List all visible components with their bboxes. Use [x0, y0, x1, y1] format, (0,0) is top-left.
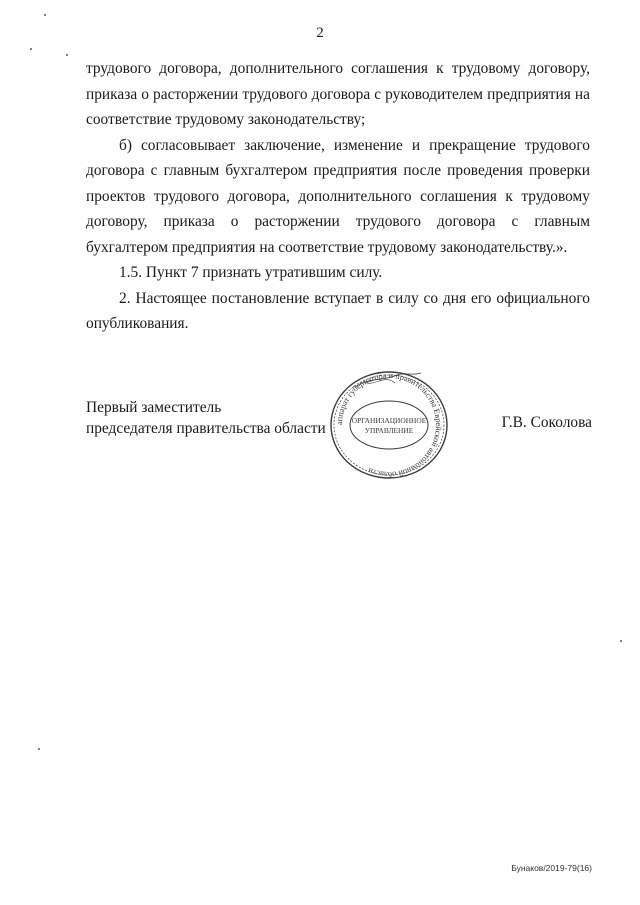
scan-speck — [66, 54, 68, 56]
paragraph-2: 2. Настоящее постановление вступает в силу со дня его официального опубликования. — [86, 289, 590, 332]
signatory-name: Г.В. Соколова — [501, 414, 592, 431]
stamp-outer-text: аппарат губернатора и правительства Еврейской автономной области — [334, 370, 444, 480]
scan-speck — [38, 748, 40, 750]
stamp-inner-line-1: ОРГАНИЗАЦИОННОЕ — [351, 416, 427, 425]
document-footer-code: Бунаков/2019-79(16) — [511, 863, 592, 873]
paragraph-continuation: трудового договора, дополнительного соглашения к трудовому договору, приказа о расторжении трудового договора с руководителем предприятия на соответствие трудовому законодательству; — [86, 60, 590, 128]
scan-speck — [620, 640, 622, 642]
stamp-seal-icon — [325, 367, 453, 483]
signatory-title-line-1: Первый заместитель — [86, 399, 222, 416]
official-stamp — [325, 367, 453, 483]
document-body — [86, 56, 590, 337]
signatory-title-line-2: председателя правительства области — [86, 420, 326, 437]
scan-speck — [44, 14, 46, 16]
paragraph-1-5: 1.5. Пункт 7 признать утратившим силу. — [119, 264, 383, 281]
paragraph-b: б) согласовывает заключение, изменение и прекращение трудового договора с главным бухгалтером предприятия после проведения проверки проектов трудового договора, дополнительного соглашения к трудовому договору, приказа о расторжении трудового договора с главным бухгалтером предприятия на соответствие трудовому законодательству.». — [86, 136, 590, 256]
stamp-inner-line-2: УПРАВЛЕНИЕ — [364, 426, 414, 435]
page-number: 2 — [316, 25, 324, 41]
scan-speck — [30, 48, 32, 50]
